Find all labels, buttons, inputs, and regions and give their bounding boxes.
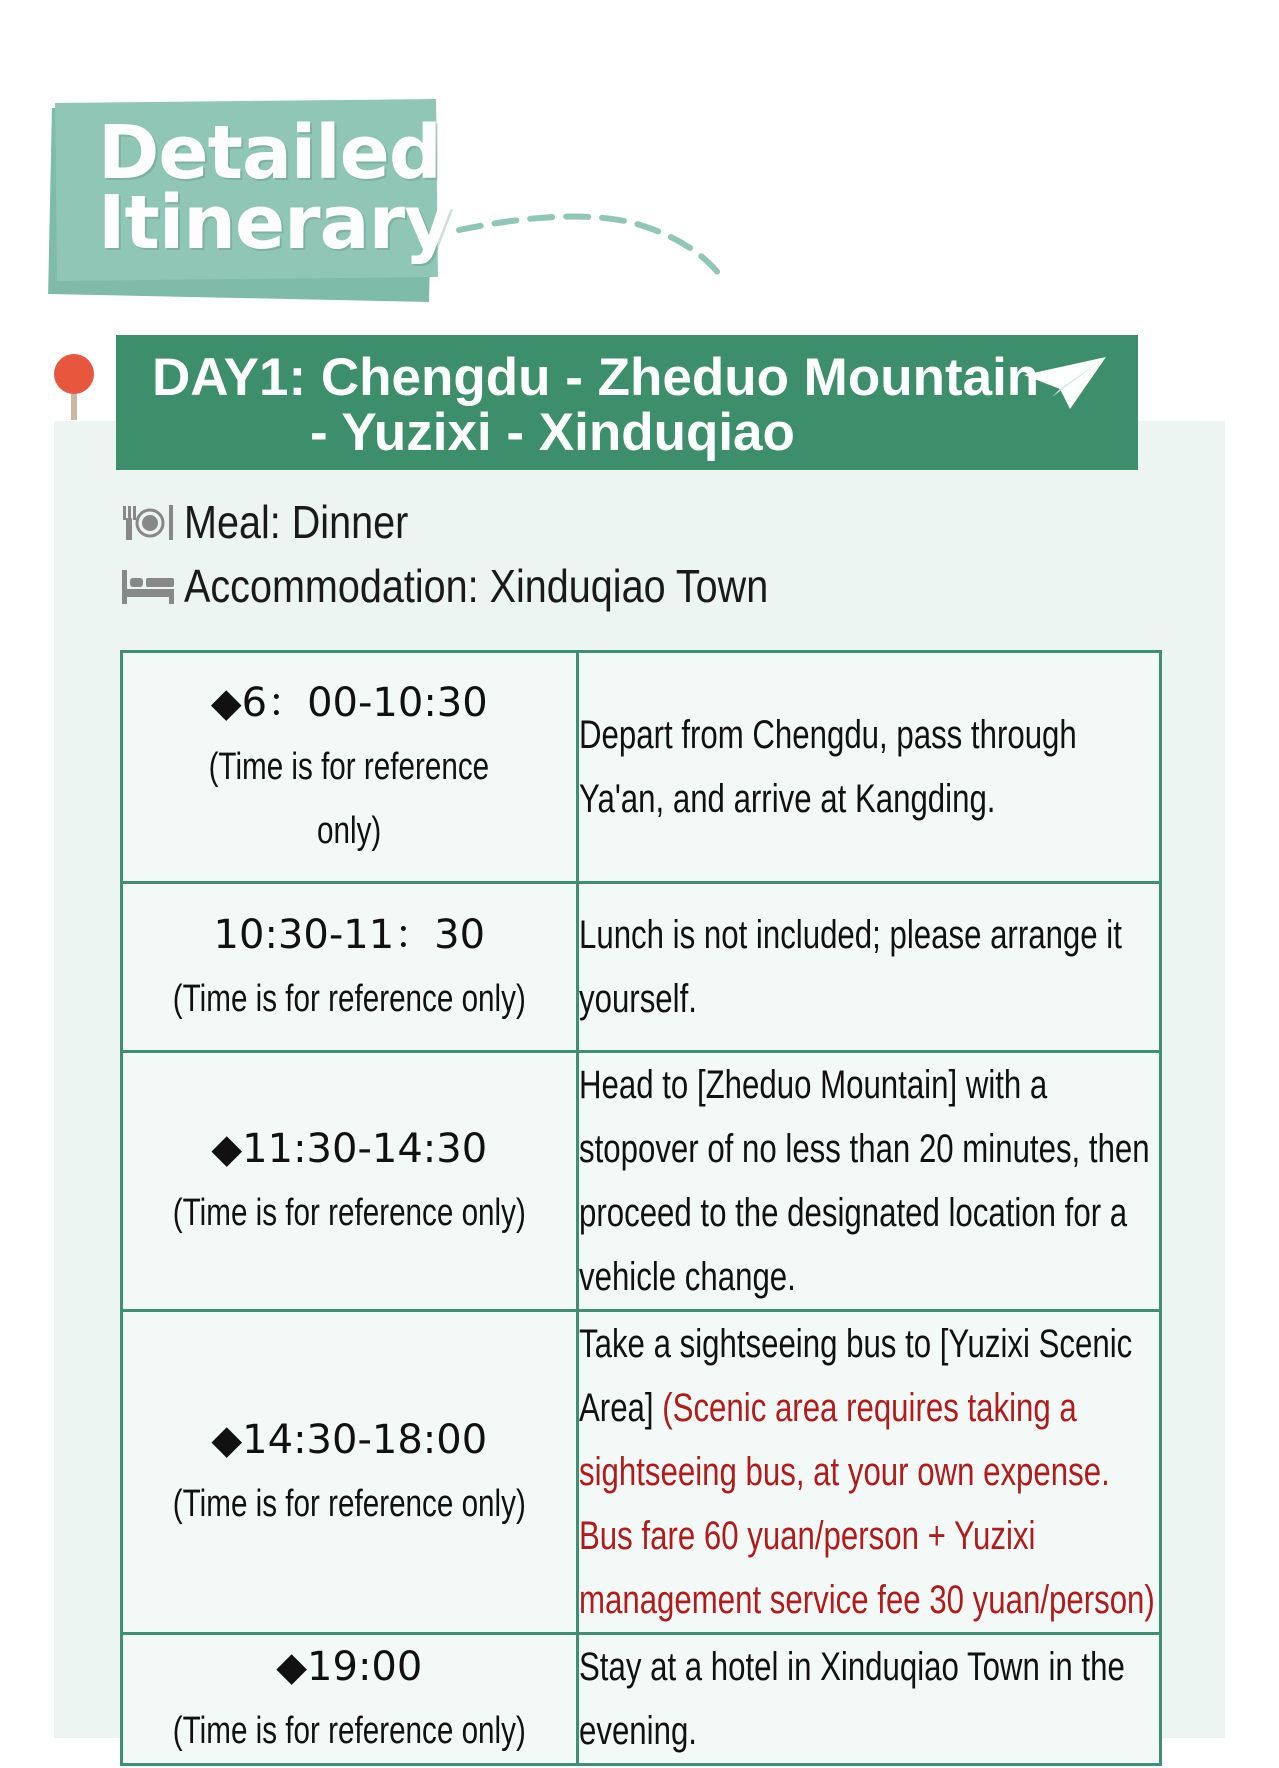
description-cell <box>577 883 1160 1052</box>
time-cell <box>122 883 578 1052</box>
table-row <box>122 652 1161 883</box>
description-text-group <box>579 1312 1158 1632</box>
time-cell <box>122 1311 578 1634</box>
map-pin-icon <box>52 352 96 422</box>
expense-warning-text: (Scenic area requires taking a sightseeing bus, at your own expense. Bus fare 60 yuan/person + Yuzixi management service fee 30 yuan/person) <box>578 1386 1155 1622</box>
page-title <box>98 110 452 266</box>
description-cell <box>577 652 1160 883</box>
bed-icon <box>120 566 176 606</box>
time-note: (Time is for reference only) <box>172 1483 526 1525</box>
day-title-line2: - Yuzixi - Xinduqiao <box>310 403 795 462</box>
time-cell <box>122 1634 578 1765</box>
description-cell <box>577 1311 1160 1634</box>
time-range: 10:30-11：30 <box>213 912 486 958</box>
table-row <box>122 1634 1161 1765</box>
time-range: ◆11:30-14:30 <box>211 1126 488 1172</box>
description-text: Take a sightseeing bus to [Yuzixi Scenic Area] <box>578 1322 1132 1430</box>
description-cell <box>577 1052 1160 1311</box>
time-range: ◆19:00 <box>276 1644 423 1690</box>
time-range: ◆6：00-10:30 <box>210 680 488 726</box>
time-note: (Time is for reference only) <box>172 1192 526 1234</box>
description-text: Lunch is not included; please arrange it yourself. <box>578 913 1122 1021</box>
meal-row <box>120 492 445 552</box>
description-cell <box>577 1634 1160 1765</box>
page-title-line1: Detailed <box>98 110 441 196</box>
time-note: (Time is for reference <box>209 746 490 788</box>
page-title-line2: Itinerary <box>98 180 452 266</box>
time-note-cont: only) <box>317 810 382 852</box>
time-cell <box>122 1052 578 1311</box>
description-text: Stay at a hotel in Xinduqiao Town in the evening. <box>578 1645 1125 1753</box>
day-banner <box>116 335 1138 470</box>
description-text: Depart from Chengdu, pass through Ya'an, and arrive at Kangding. <box>578 713 1077 821</box>
paper-plane-icon <box>1022 353 1108 413</box>
table-row <box>122 883 1161 1052</box>
dashed-curve-decoration <box>455 200 725 280</box>
accommodation-text: Accommodation: Xinduqiao Town <box>184 560 769 612</box>
meal-text: Meal: Dinner <box>184 496 409 548</box>
table-row <box>122 1311 1161 1634</box>
time-note: (Time is for reference only) <box>172 978 526 1020</box>
description-text: Head to [Zheduo Mountain] with a stopover of no less than 20 minutes, then proceed to the designated location for a vehicle change. <box>578 1063 1150 1299</box>
day-title-line1: DAY1: Chengdu - Zheduo Mountain <box>152 348 1040 407</box>
time-note: (Time is for reference only) <box>172 1710 526 1752</box>
time-range: ◆14:30-18:00 <box>211 1417 488 1463</box>
fork-plate-knife-icon <box>120 502 176 542</box>
schedule-table <box>120 650 1162 1766</box>
accommodation-row <box>120 556 863 616</box>
table-row <box>122 1052 1161 1311</box>
time-cell <box>122 652 578 883</box>
